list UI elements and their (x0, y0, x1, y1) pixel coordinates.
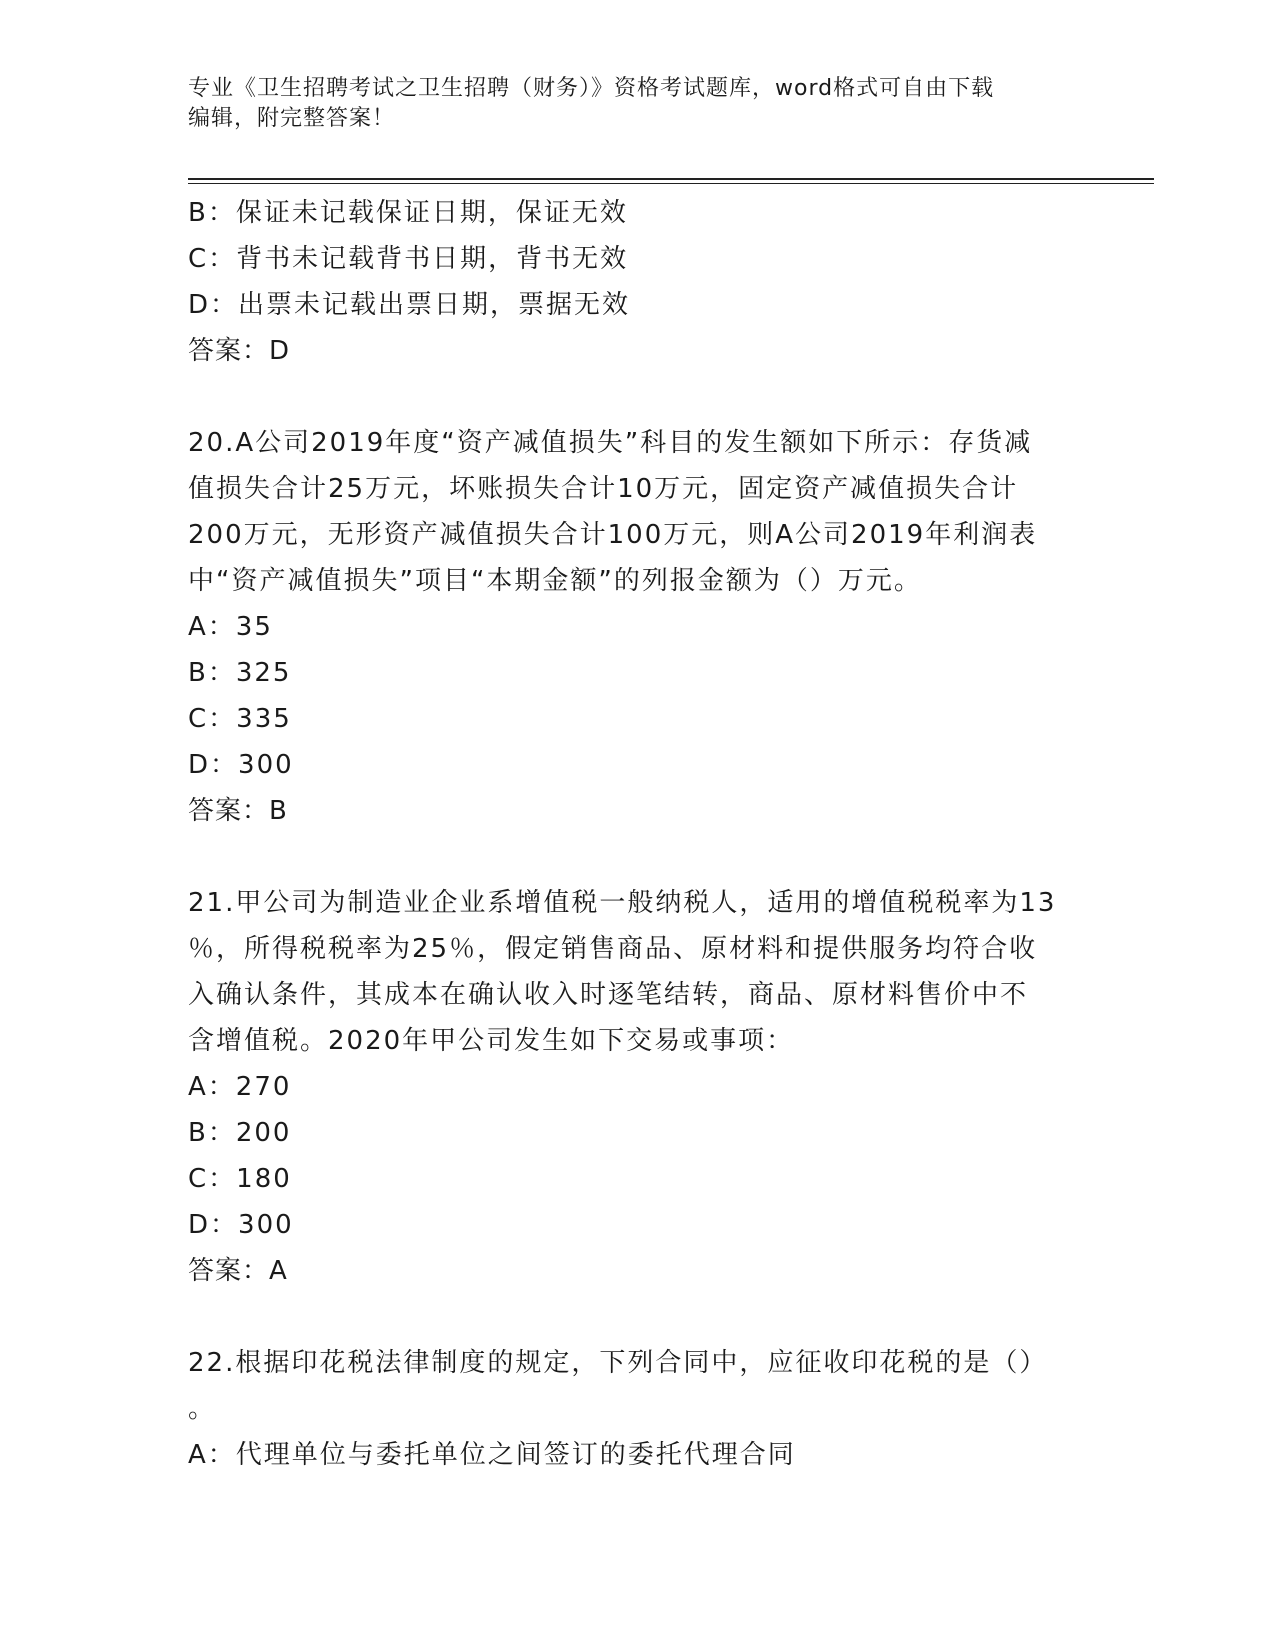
text-line: 入确认条件，其成本在确认收入时逐笔结转，商品、原材料售价中不 (188, 980, 1029, 1010)
text-line: 20.A公司2019年度“资产减值损失”科目的发生额如下所示：存货减 (188, 428, 1033, 458)
text-line: D：300 (188, 750, 294, 780)
paragraph-spacer (188, 374, 1088, 420)
text-line: C：180 (188, 1164, 292, 1194)
text-line: 值损失合计25万元，坏账损失合计10万元，固定资产减值损失合计 (188, 474, 1019, 504)
text-line: 21.甲公司为制造业企业系增值税一般纳税人，适用的增值税税率为13 (188, 888, 1057, 918)
text-line: 中“资产减值损失”项目“本期金额”的列报金额为（）万元。 (188, 566, 922, 596)
text-line: B：325 (188, 658, 292, 688)
text-line: 22.根据印花税法律制度的规定，下列合同中，应征收印花税的是（） (188, 1348, 1048, 1378)
text-line: 200万元，无形资产减值损失合计100万元，则A公司2019年利润表 (188, 520, 1038, 550)
header-divider-thick (188, 178, 1154, 180)
text-line: 。 (188, 1394, 217, 1424)
text-line: C：背书未记载背书日期，背书无效 (188, 244, 629, 274)
text-line: D：出票未记载出票日期，票据无效 (188, 290, 631, 320)
answer-line: 答案：B (188, 796, 288, 826)
paragraph-spacer (188, 834, 1088, 880)
answer-line: 答案：D (188, 336, 291, 366)
answer-line: 答案：A (188, 1256, 288, 1286)
text-line: B：200 (188, 1118, 292, 1148)
text-line: A：35 (188, 612, 273, 642)
text-line: C：335 (188, 704, 292, 734)
document-body (188, 190, 1088, 1478)
text-line: D：300 (188, 1210, 294, 1240)
text-line: B：保证未记载保证日期，保证无效 (188, 198, 628, 228)
header-title-line-2: 编辑，附完整答案！ (188, 106, 396, 131)
page-header (188, 74, 1088, 134)
header-title-line-1: 专业《卫生招聘考试之卫生招聘（财务）》资格考试题库，word格式可自由下载 (188, 76, 995, 101)
text-line: A：270 (188, 1072, 292, 1102)
paragraph-spacer (188, 1294, 1088, 1340)
text-line: A：代理单位与委托单位之间签订的委托代理合同 (188, 1440, 796, 1470)
text-line: ％，所得税税率为25％，假定销售商品、原材料和提供服务均符合收 (188, 934, 1038, 964)
text-line: 含增值税。2020年甲公司发生如下交易或事项： (188, 1026, 795, 1056)
header-divider-thin (188, 183, 1154, 184)
